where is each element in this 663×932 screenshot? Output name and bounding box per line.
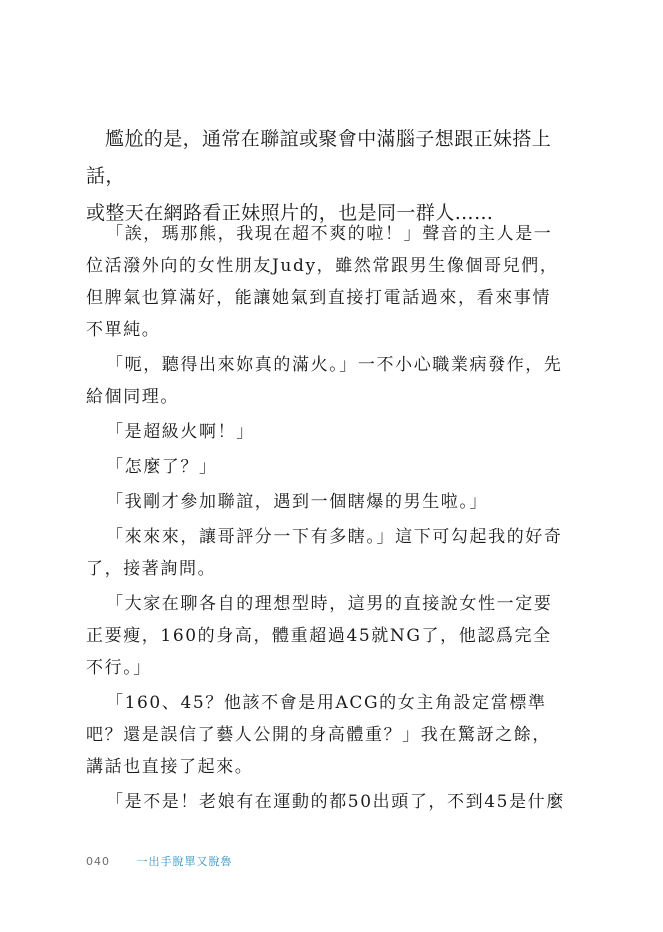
intro-line-1: 尷尬的是，通常在聯誼或聚會中滿腦子想跟正妹搭上話， [86, 128, 552, 187]
paragraph: 「我剛才參加聯誼，遇到一個瞎爆的男生啦。」 [106, 492, 489, 512]
paragraph: 「怎麼了？」 [106, 457, 218, 477]
paragraph: 「呃，聽得出來妳真的滿火。」一不小心職業病發作，先給個同理。 [86, 355, 563, 407]
paragraph: 「誒，瑪那熊，我現在超不爽的啦！」聲音的主人是一位活潑外向的女性朋友Judy，雖然常跟男生像個哥兒們，但脾氣也算滿好，能讓她氣到直接打電話過來，看來事情不單純。 [86, 224, 559, 340]
paragraph: 「160、45？他該不會是用ACG的女主角設定當標準吧？還是誤信了藝人公開的身高體重？」我在驚訝之餘，講話也直接了起來。 [86, 693, 551, 777]
paragraph: 「大家在聊各自的理想型時，這男的直接說女性一定要正要瘦，160的身高，體重超過45就NG了，他認爲完全不行。」 [86, 594, 553, 678]
intro-passage [86, 121, 566, 232]
paragraph: 「是超級火啊！」 [106, 422, 255, 442]
paragraph: 「是不是！老娘有在運動的都50出頭了，不到45是什麼 [106, 792, 565, 812]
page-number: 040 [86, 855, 110, 868]
intro-line-2: 或整天在網路看正妹照片的，也是同一群人…… [86, 202, 494, 224]
paragraph: 「來來來，讓哥評分一下有多瞎。」這下可勾起我的好奇了，接著詢問。 [86, 527, 563, 579]
running-title: 一出手脫單又脫魯 [136, 855, 233, 868]
page-footer [86, 853, 233, 869]
dialogue-body [86, 218, 566, 821]
